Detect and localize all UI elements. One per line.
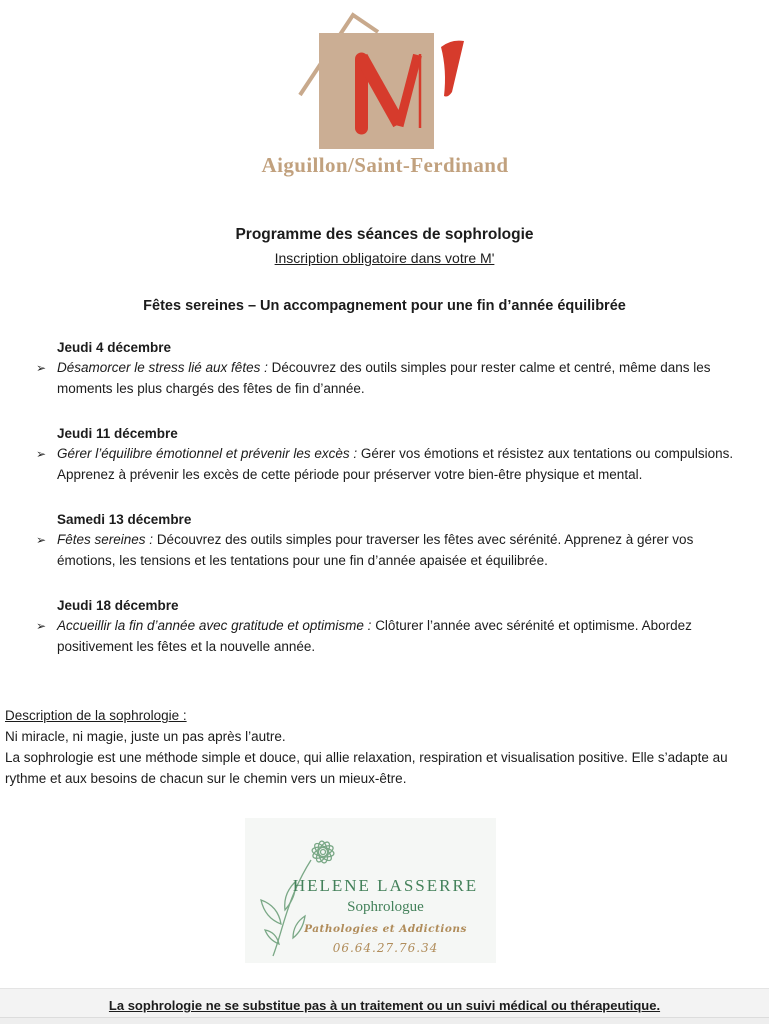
bullet-arrow-icon: ➢	[36, 361, 47, 375]
program-heading: Fêtes sereines – Un accompagnement pour une fin d’année équilibrée	[143, 298, 626, 314]
session	[36, 337, 748, 399]
bullet-arrow-icon: ➢	[36, 447, 47, 461]
session-description: Découvrez des outils simples pour rester calme et centré, même dans les moments les plus chargés des fêtes de fin d’année.	[57, 360, 711, 396]
business-card	[245, 818, 496, 963]
logo-mark	[240, 8, 530, 178]
card-phone: 06.64.27.76.34	[332, 941, 439, 955]
session	[36, 595, 748, 657]
session-list	[36, 337, 748, 681]
page-subtitle: Inscription obligatoire dans votre M'	[274, 250, 495, 266]
footer-disclaimer: La sophrologie ne se substitue pas à un traitement ou un suivi médical ou thérapeutique.	[108, 998, 661, 1013]
about-heading: Description de la sophrologie :	[5, 708, 187, 723]
session-description: Gérer vos émotions et résistez aux tentations ou compulsions. Apprenez à prévenir les excès de cette période pour préserver votre bien-être physique et mental.	[57, 446, 734, 482]
session-date: Jeudi 4 décembre	[57, 340, 172, 355]
about-section	[5, 705, 753, 789]
bullet-arrow-icon: ➢	[36, 619, 47, 633]
m-house-logo-icon	[240, 8, 530, 151]
session-date: Jeudi 18 décembre	[57, 598, 179, 613]
org-name: Aiguillon/Saint-Ferdinand	[261, 153, 509, 177]
session-topic: Gérer l’équilibre émotionnel et prévenir les excès :	[57, 446, 358, 461]
about-line: Ni miracle, ni magie, juste un pas après l’autre.	[5, 729, 286, 744]
logo-apostrophe	[441, 41, 464, 97]
session-description: Clôturer l’année avec sérénité et optimisme. Abordez positivement les fêtes et la nouvelle année.	[57, 618, 692, 654]
card-name: HELENE LASSERRE	[292, 876, 479, 895]
session-description: Découvrez des outils simples pour traverser les fêtes avec sérénité. Apprenez à gérer vos émotions, les tensions et les tentations pour une fin d’année apaisée et équilibrée.	[57, 532, 694, 568]
session-topic: Accueillir la fin d’année avec gratitude et optimisme :	[57, 618, 372, 633]
page-bottom-edge	[0, 1017, 769, 1024]
page-title: Programme des séances de sophrologie	[235, 226, 534, 243]
bullet-arrow-icon: ➢	[36, 533, 47, 547]
card-role: Sophrologue	[347, 899, 424, 915]
session-date: Jeudi 11 décembre	[57, 426, 178, 441]
session-topic: Désamorcer le stress lié aux fêtes :	[57, 360, 268, 375]
card-specialty: Pathologies et Addictions	[304, 923, 467, 935]
session	[36, 509, 748, 571]
session-topic: Fêtes sereines :	[57, 532, 154, 547]
session	[36, 423, 748, 485]
footer-bar	[0, 988, 769, 1024]
about-paragraph: La sophrologie est une méthode simple et douce, qui allie relaxation, respiration et visualisation positive. Elle s’adapte au rythme et aux besoins de chacun sur le chemin vers un mieux-être.	[5, 750, 728, 786]
session-date: Samedi 13 décembre	[57, 512, 192, 527]
